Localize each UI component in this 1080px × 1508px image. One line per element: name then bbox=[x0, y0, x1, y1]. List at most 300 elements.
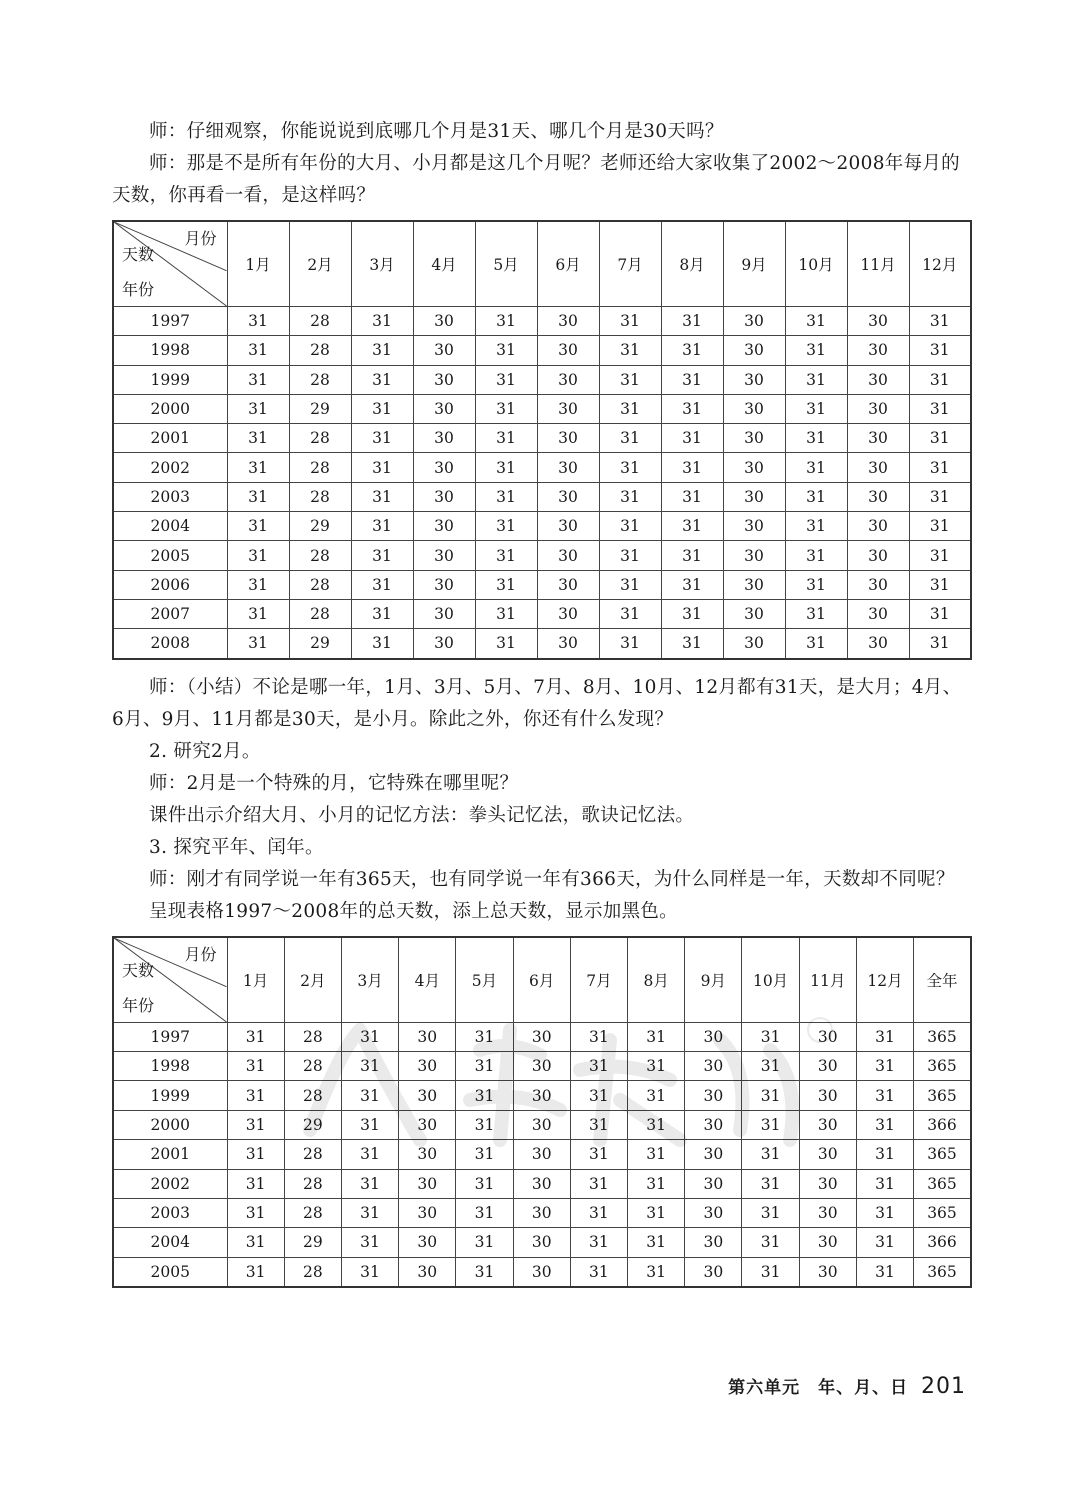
year-cell: 1997 bbox=[113, 307, 227, 336]
days-cell: 30 bbox=[685, 1051, 742, 1080]
days-cell: 30 bbox=[513, 1169, 570, 1198]
days-cell: 31 bbox=[475, 307, 537, 336]
column-header: 9月 bbox=[685, 937, 742, 1023]
days-cell: 30 bbox=[513, 1110, 570, 1139]
days-cell: 31 bbox=[351, 307, 413, 336]
column-header: 11月 bbox=[847, 221, 909, 307]
paragraph: 呈现表格1997～2008年的总天数，添上总天数，显示加黑色。 bbox=[149, 900, 678, 922]
days-cell: 29 bbox=[289, 629, 351, 659]
page-number: 201 bbox=[921, 1374, 966, 1399]
days-cell: 31 bbox=[475, 336, 537, 365]
days-cell: 30 bbox=[537, 453, 599, 482]
paragraphs-middle bbox=[112, 672, 970, 928]
days-cell: 30 bbox=[513, 1022, 570, 1051]
corner-label-year: 年份 bbox=[122, 280, 155, 299]
days-cell: 31 bbox=[785, 365, 847, 394]
days-cell: 31 bbox=[742, 1110, 799, 1139]
days-cell: 31 bbox=[475, 512, 537, 541]
column-header: 3月 bbox=[351, 221, 413, 307]
days-cell: 31 bbox=[785, 424, 847, 453]
days-cell: 31 bbox=[351, 453, 413, 482]
days-cell: 28 bbox=[289, 336, 351, 365]
days-cell: 31 bbox=[456, 1228, 513, 1257]
days-cell: 30 bbox=[799, 1051, 856, 1080]
table-row bbox=[113, 512, 971, 541]
column-header: 4月 bbox=[399, 937, 456, 1023]
days-cell: 30 bbox=[413, 599, 475, 628]
table-row bbox=[113, 1198, 971, 1227]
days-cell: 31 bbox=[628, 1198, 685, 1227]
days-cell: 30 bbox=[799, 1022, 856, 1051]
days-cell: 30 bbox=[685, 1198, 742, 1227]
days-cell: 31 bbox=[628, 1257, 685, 1287]
days-cell: 31 bbox=[351, 570, 413, 599]
days-cell: 365 bbox=[914, 1022, 971, 1051]
days-cell: 31 bbox=[599, 336, 661, 365]
days-cell: 31 bbox=[661, 307, 723, 336]
days-cell: 30 bbox=[685, 1081, 742, 1110]
days-cell: 31 bbox=[227, 1198, 284, 1227]
days-cell: 30 bbox=[399, 1081, 456, 1110]
days-cell: 31 bbox=[599, 570, 661, 599]
paragraph: 师：刚才有同学说一年有365天，也有同学说一年有366天，为什么同样是一年，天数却不同呢？ bbox=[149, 868, 955, 890]
table-row bbox=[113, 1228, 971, 1257]
days-cell: 31 bbox=[628, 1051, 685, 1080]
year-cell: 1999 bbox=[113, 1081, 227, 1110]
corner-label-month: 月份 bbox=[184, 944, 217, 964]
days-cell: 31 bbox=[456, 1110, 513, 1139]
days-cell: 31 bbox=[628, 1022, 685, 1051]
days-cell: 31 bbox=[475, 541, 537, 570]
days-cell: 31 bbox=[341, 1022, 398, 1051]
days-cell: 31 bbox=[599, 629, 661, 659]
days-cell: 31 bbox=[456, 1140, 513, 1169]
days-cell: 31 bbox=[456, 1051, 513, 1080]
days-cell: 30 bbox=[537, 365, 599, 394]
days-cell: 31 bbox=[628, 1110, 685, 1139]
days-cell: 31 bbox=[909, 512, 971, 541]
days-cell: 30 bbox=[537, 482, 599, 511]
days-cell: 28 bbox=[284, 1051, 341, 1080]
days-cell: 30 bbox=[399, 1169, 456, 1198]
year-cell: 2008 bbox=[113, 629, 227, 659]
days-cell: 31 bbox=[475, 570, 537, 599]
days-cell: 28 bbox=[289, 541, 351, 570]
days-cell: 31 bbox=[227, 307, 289, 336]
days-cell: 31 bbox=[909, 365, 971, 394]
days-cell: 31 bbox=[456, 1022, 513, 1051]
days-cell: 30 bbox=[847, 365, 909, 394]
days-cell: 31 bbox=[227, 424, 289, 453]
days-cell: 30 bbox=[399, 1198, 456, 1227]
corner-label-days: 天数 bbox=[122, 960, 155, 980]
days-cell: 28 bbox=[289, 424, 351, 453]
days-cell: 31 bbox=[475, 424, 537, 453]
days-cell: 31 bbox=[856, 1198, 913, 1227]
table-row bbox=[113, 570, 971, 599]
days-table-1997-2008 bbox=[112, 220, 972, 660]
days-total-table bbox=[112, 936, 972, 1289]
days-cell: 30 bbox=[413, 394, 475, 423]
days-cell: 31 bbox=[475, 365, 537, 394]
days-cell: 31 bbox=[227, 599, 289, 628]
column-header: 5月 bbox=[456, 937, 513, 1023]
days-cell: 30 bbox=[513, 1198, 570, 1227]
days-cell: 31 bbox=[909, 599, 971, 628]
table-row bbox=[113, 1140, 971, 1169]
days-cell: 30 bbox=[723, 424, 785, 453]
days-cell: 31 bbox=[785, 336, 847, 365]
days-cell: 31 bbox=[785, 629, 847, 659]
days-cell: 31 bbox=[341, 1051, 398, 1080]
table-row bbox=[113, 453, 971, 482]
paragraph: 2. 研究2月。 bbox=[149, 740, 261, 762]
days-cell: 31 bbox=[227, 1081, 284, 1110]
table-row bbox=[113, 629, 971, 659]
table-row bbox=[113, 541, 971, 570]
days-cell: 31 bbox=[909, 570, 971, 599]
days-cell: 31 bbox=[456, 1081, 513, 1110]
days-cell: 31 bbox=[628, 1140, 685, 1169]
days-cell: 31 bbox=[341, 1081, 398, 1110]
days-cell: 30 bbox=[847, 307, 909, 336]
days-cell: 30 bbox=[399, 1022, 456, 1051]
paragraphs-top bbox=[112, 116, 970, 212]
days-cell: 31 bbox=[227, 1169, 284, 1198]
column-header: 2月 bbox=[289, 221, 351, 307]
days-cell: 30 bbox=[399, 1228, 456, 1257]
days-cell: 30 bbox=[799, 1110, 856, 1139]
days-cell: 31 bbox=[856, 1228, 913, 1257]
days-cell: 31 bbox=[742, 1140, 799, 1169]
days-cell: 31 bbox=[570, 1198, 627, 1227]
column-header: 6月 bbox=[513, 937, 570, 1023]
table-row bbox=[113, 1169, 971, 1198]
days-cell: 30 bbox=[513, 1140, 570, 1169]
year-cell: 2001 bbox=[113, 1140, 227, 1169]
column-header: 1月 bbox=[227, 937, 284, 1023]
days-cell: 30 bbox=[537, 307, 599, 336]
days-cell: 31 bbox=[475, 453, 537, 482]
days-cell: 30 bbox=[723, 512, 785, 541]
table-row bbox=[113, 394, 971, 423]
days-cell: 30 bbox=[513, 1228, 570, 1257]
days-cell: 30 bbox=[799, 1198, 856, 1227]
column-header: 8月 bbox=[628, 937, 685, 1023]
days-cell: 31 bbox=[570, 1110, 627, 1139]
days-cell: 31 bbox=[856, 1051, 913, 1080]
days-cell: 31 bbox=[742, 1198, 799, 1227]
days-cell: 31 bbox=[227, 1051, 284, 1080]
days-cell: 31 bbox=[227, 570, 289, 599]
days-cell: 28 bbox=[289, 482, 351, 511]
days-cell: 31 bbox=[456, 1257, 513, 1287]
days-cell: 31 bbox=[661, 629, 723, 659]
days-cell: 30 bbox=[413, 336, 475, 365]
year-cell: 2004 bbox=[113, 512, 227, 541]
days-cell: 31 bbox=[227, 1110, 284, 1139]
corner-label-year: 年份 bbox=[122, 995, 155, 1015]
corner-label-days: 天数 bbox=[122, 245, 155, 264]
days-cell: 30 bbox=[799, 1140, 856, 1169]
days-cell: 30 bbox=[723, 453, 785, 482]
table-row bbox=[113, 307, 971, 336]
year-cell: 2004 bbox=[113, 1228, 227, 1257]
days-cell: 31 bbox=[599, 424, 661, 453]
days-cell: 31 bbox=[570, 1169, 627, 1198]
days-cell: 31 bbox=[628, 1169, 685, 1198]
days-cell: 31 bbox=[351, 336, 413, 365]
table-row bbox=[113, 1051, 971, 1080]
days-cell: 365 bbox=[914, 1140, 971, 1169]
days-cell: 31 bbox=[227, 512, 289, 541]
days-cell: 31 bbox=[227, 1022, 284, 1051]
year-cell: 2003 bbox=[113, 482, 227, 511]
days-cell: 31 bbox=[785, 541, 847, 570]
days-cell: 31 bbox=[628, 1228, 685, 1257]
days-cell: 30 bbox=[799, 1169, 856, 1198]
days-cell: 31 bbox=[475, 482, 537, 511]
table-row bbox=[113, 482, 971, 511]
days-cell: 30 bbox=[723, 482, 785, 511]
year-cell: 2003 bbox=[113, 1198, 227, 1227]
column-header: 6月 bbox=[537, 221, 599, 307]
days-cell: 31 bbox=[227, 629, 289, 659]
days-cell: 30 bbox=[513, 1257, 570, 1287]
days-cell: 31 bbox=[785, 307, 847, 336]
paragraph: 3. 探究平年、闰年。 bbox=[149, 836, 324, 858]
table-corner-header bbox=[113, 937, 227, 1023]
year-cell: 2005 bbox=[113, 541, 227, 570]
days-cell: 30 bbox=[723, 541, 785, 570]
days-cell: 30 bbox=[413, 541, 475, 570]
days-cell: 30 bbox=[537, 541, 599, 570]
days-cell: 30 bbox=[847, 453, 909, 482]
days-cell: 31 bbox=[628, 1081, 685, 1110]
days-cell: 31 bbox=[570, 1257, 627, 1287]
days-cell: 31 bbox=[599, 541, 661, 570]
days-cell: 30 bbox=[847, 336, 909, 365]
table-row bbox=[113, 1081, 971, 1110]
days-cell: 30 bbox=[413, 424, 475, 453]
days-cell: 31 bbox=[475, 629, 537, 659]
days-cell: 31 bbox=[661, 424, 723, 453]
days-cell: 28 bbox=[289, 453, 351, 482]
days-cell: 31 bbox=[661, 599, 723, 628]
days-cell: 31 bbox=[909, 541, 971, 570]
days-cell: 28 bbox=[289, 365, 351, 394]
year-cell: 1998 bbox=[113, 1051, 227, 1080]
days-cell: 31 bbox=[909, 482, 971, 511]
days-cell: 31 bbox=[227, 541, 289, 570]
days-cell: 31 bbox=[856, 1169, 913, 1198]
days-cell: 28 bbox=[289, 307, 351, 336]
page-footer bbox=[728, 1373, 966, 1399]
days-cell: 31 bbox=[742, 1169, 799, 1198]
days-cell: 31 bbox=[227, 365, 289, 394]
days-cell: 31 bbox=[661, 482, 723, 511]
days-cell: 31 bbox=[475, 599, 537, 628]
year-cell: 2007 bbox=[113, 599, 227, 628]
days-cell: 28 bbox=[284, 1198, 341, 1227]
column-header: 12月 bbox=[856, 937, 913, 1023]
days-cell: 31 bbox=[227, 1228, 284, 1257]
days-cell: 30 bbox=[399, 1140, 456, 1169]
column-header: 10月 bbox=[742, 937, 799, 1023]
days-cell: 31 bbox=[351, 394, 413, 423]
days-cell: 30 bbox=[847, 394, 909, 423]
table-row bbox=[113, 1022, 971, 1051]
days-cell: 31 bbox=[570, 1022, 627, 1051]
days-cell: 31 bbox=[227, 336, 289, 365]
days-cell: 31 bbox=[742, 1051, 799, 1080]
days-cell: 31 bbox=[856, 1140, 913, 1169]
chapter-title: 第六单元 年、月、日 bbox=[728, 1378, 909, 1398]
days-cell: 30 bbox=[399, 1257, 456, 1287]
days-cell: 31 bbox=[661, 365, 723, 394]
days-cell: 31 bbox=[227, 1257, 284, 1287]
column-header: 全年 bbox=[914, 937, 971, 1023]
days-cell: 30 bbox=[723, 599, 785, 628]
table-row bbox=[113, 1110, 971, 1139]
days-cell: 30 bbox=[399, 1051, 456, 1080]
days-cell: 31 bbox=[341, 1257, 398, 1287]
days-cell: 29 bbox=[284, 1110, 341, 1139]
days-cell: 31 bbox=[661, 570, 723, 599]
days-cell: 30 bbox=[847, 512, 909, 541]
days-cell: 31 bbox=[599, 453, 661, 482]
days-cell: 31 bbox=[856, 1257, 913, 1287]
days-cell: 30 bbox=[399, 1110, 456, 1139]
days-cell: 31 bbox=[351, 541, 413, 570]
days-cell: 31 bbox=[341, 1110, 398, 1139]
days-cell: 31 bbox=[599, 482, 661, 511]
days-cell: 31 bbox=[785, 394, 847, 423]
days-cell: 31 bbox=[599, 512, 661, 541]
days-cell: 31 bbox=[341, 1169, 398, 1198]
days-cell: 30 bbox=[847, 570, 909, 599]
table-row bbox=[113, 599, 971, 628]
year-cell: 1997 bbox=[113, 1022, 227, 1051]
days-cell: 30 bbox=[799, 1228, 856, 1257]
column-header: 9月 bbox=[723, 221, 785, 307]
days-cell: 30 bbox=[723, 394, 785, 423]
days-cell: 366 bbox=[914, 1110, 971, 1139]
days-cell: 31 bbox=[341, 1140, 398, 1169]
days-cell: 31 bbox=[909, 424, 971, 453]
days-cell: 29 bbox=[289, 394, 351, 423]
table-row bbox=[113, 1257, 971, 1287]
days-cell: 31 bbox=[341, 1198, 398, 1227]
page-content bbox=[112, 116, 970, 1288]
days-cell: 30 bbox=[847, 482, 909, 511]
days-cell: 31 bbox=[742, 1022, 799, 1051]
days-cell: 31 bbox=[785, 570, 847, 599]
days-cell: 31 bbox=[599, 599, 661, 628]
days-cell: 365 bbox=[914, 1198, 971, 1227]
days-cell: 29 bbox=[289, 512, 351, 541]
days-cell: 30 bbox=[723, 307, 785, 336]
days-cell: 30 bbox=[537, 629, 599, 659]
days-cell: 31 bbox=[742, 1081, 799, 1110]
days-cell: 31 bbox=[599, 394, 661, 423]
days-cell: 30 bbox=[723, 570, 785, 599]
days-cell: 31 bbox=[785, 453, 847, 482]
days-cell: 30 bbox=[413, 307, 475, 336]
days-cell: 30 bbox=[513, 1051, 570, 1080]
days-cell: 30 bbox=[513, 1081, 570, 1110]
days-cell: 30 bbox=[413, 453, 475, 482]
days-cell: 28 bbox=[284, 1022, 341, 1051]
days-cell: 365 bbox=[914, 1081, 971, 1110]
days-cell: 30 bbox=[847, 424, 909, 453]
year-cell: 1998 bbox=[113, 336, 227, 365]
days-cell: 31 bbox=[227, 394, 289, 423]
days-cell: 30 bbox=[537, 394, 599, 423]
days-cell: 28 bbox=[289, 599, 351, 628]
days-cell: 30 bbox=[799, 1257, 856, 1287]
days-cell: 31 bbox=[456, 1169, 513, 1198]
days-cell: 30 bbox=[723, 336, 785, 365]
days-cell: 30 bbox=[537, 336, 599, 365]
days-cell: 30 bbox=[537, 424, 599, 453]
days-cell: 31 bbox=[661, 336, 723, 365]
paragraph: 师：2月是一个特殊的月，它特殊在哪里呢？ bbox=[149, 772, 519, 794]
year-cell: 2005 bbox=[113, 1257, 227, 1287]
days-cell: 30 bbox=[723, 629, 785, 659]
days-cell: 31 bbox=[909, 336, 971, 365]
column-header: 4月 bbox=[413, 221, 475, 307]
days-cell: 365 bbox=[914, 1169, 971, 1198]
days-cell: 31 bbox=[227, 1140, 284, 1169]
year-cell: 2000 bbox=[113, 1110, 227, 1139]
days-cell: 31 bbox=[742, 1257, 799, 1287]
days-cell: 365 bbox=[914, 1257, 971, 1287]
corner-label-month: 月份 bbox=[184, 229, 217, 248]
days-cell: 30 bbox=[685, 1110, 742, 1139]
days-cell: 31 bbox=[456, 1198, 513, 1227]
days-cell: 31 bbox=[742, 1228, 799, 1257]
days-cell: 31 bbox=[599, 365, 661, 394]
column-header: 11月 bbox=[799, 937, 856, 1023]
days-cell: 30 bbox=[413, 629, 475, 659]
days-cell: 31 bbox=[661, 453, 723, 482]
days-cell: 31 bbox=[570, 1081, 627, 1110]
days-cell: 30 bbox=[847, 629, 909, 659]
days-cell: 31 bbox=[227, 482, 289, 511]
days-cell: 30 bbox=[799, 1081, 856, 1110]
days-cell: 31 bbox=[475, 394, 537, 423]
days-cell: 30 bbox=[685, 1257, 742, 1287]
column-header: 12月 bbox=[909, 221, 971, 307]
days-cell: 30 bbox=[413, 570, 475, 599]
column-header: 1月 bbox=[227, 221, 289, 307]
table-corner-header bbox=[113, 221, 227, 307]
days-cell: 31 bbox=[909, 307, 971, 336]
days-cell: 28 bbox=[284, 1169, 341, 1198]
days-cell: 30 bbox=[723, 365, 785, 394]
column-header: 7月 bbox=[570, 937, 627, 1023]
paragraph: 课件出示介绍大月、小月的记忆方法：拳头记忆法，歌诀记忆法。 bbox=[149, 804, 695, 826]
column-header: 10月 bbox=[785, 221, 847, 307]
days-cell: 31 bbox=[351, 512, 413, 541]
table-row bbox=[113, 365, 971, 394]
days-cell: 31 bbox=[351, 629, 413, 659]
days-cell: 31 bbox=[351, 365, 413, 394]
days-cell: 31 bbox=[909, 629, 971, 659]
days-cell: 30 bbox=[685, 1140, 742, 1169]
days-cell: 30 bbox=[413, 482, 475, 511]
